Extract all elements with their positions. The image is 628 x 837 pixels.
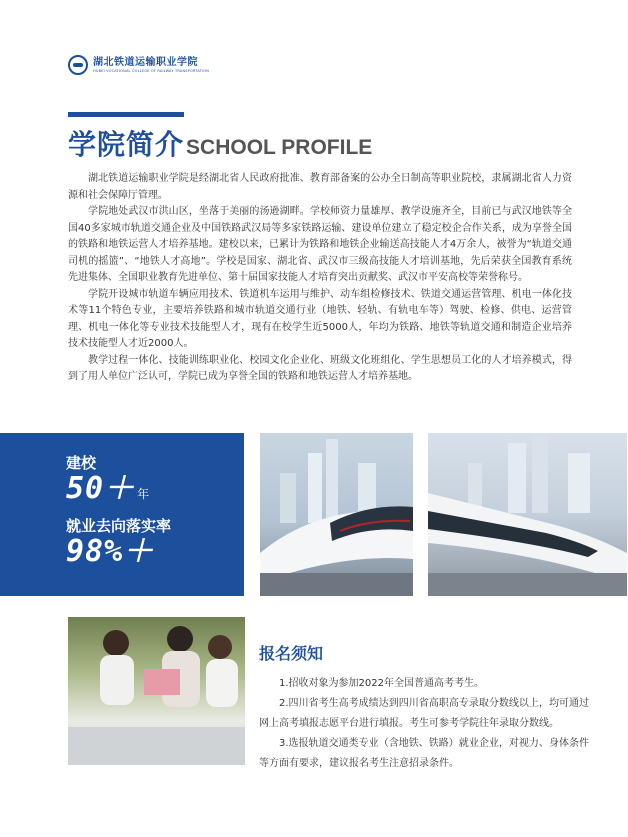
employment-value: 98%＋ [66, 534, 155, 569]
students-illustration [68, 617, 245, 765]
bullet-train-city-photo [428, 433, 627, 596]
school-header [68, 52, 209, 78]
intro-paragraph: 湖北铁道运输职业学院是经湖北省人民政府批准、教育部备案的公办全日制高等职业院校，隶属湖北省人力资源和社会保障厅管理。 [68, 173, 572, 201]
intro-paragraph: 教学过程一体化、技能训练职业化、校园文化企业化、班级文化班组化、学生思想员工化的人才培养模式，得到了用人单位广泛认可，学院已成为享誉全国的铁路和地铁运营人才培养基地。 [68, 354, 572, 382]
school-name: 湖北铁道运输职业学院 [93, 56, 198, 68]
founded-unit: 年 [137, 487, 151, 501]
students-reading-photo [68, 617, 245, 765]
school-logo-text [93, 57, 209, 74]
train-illustration-1 [260, 433, 413, 596]
title-accent-bar [68, 112, 184, 117]
title-en: SCHOOL PROFILE [186, 136, 373, 159]
founded-label: 建校 [66, 454, 97, 472]
page-title [68, 128, 372, 162]
notice-item: 3.选报轨道交通类专业（含地铁、铁路）就业企业，对视力、身体条件等方面有要求，建议报名考生注意招录条件。 [259, 738, 589, 769]
school-intro [68, 171, 572, 386]
high-speed-train-photo [260, 433, 413, 596]
founded-number: 50＋ [66, 471, 136, 506]
intro-paragraph: 学院开设城市轨道车辆应用技术、铁道机车运用与维护、动车组检修技术、铁道交通运营管理、机电一体化技术等11个特色专业，主要培养铁路和城市轨道交通行业（地铁、轻轨、有轨电车等）驾驶、检修、供电、运营管理、机电一体化等专业技术技能型人才，现有在校学生近5000人，年均为铁路、地铁等轨道交通和制造企业培养技术技能型人才近2000人。 [68, 288, 572, 349]
school-emblem-icon [68, 55, 88, 75]
employment-label: 就业去向落实率 [66, 517, 172, 535]
train-illustration-2 [428, 433, 627, 596]
admission-notice [259, 644, 589, 774]
notice-title: 报名须知 [259, 644, 324, 663]
school-name-en: HUBEI VOCATIONAL COLLEGE OF RAILWAY TRANSPORTATION [93, 68, 210, 73]
title-cn: 学院简介 [68, 128, 185, 161]
notice-item: 1.招收对象为参加2022年全国普通高考考生。 [279, 678, 484, 689]
founded-value [66, 472, 244, 511]
stats-panel [0, 433, 244, 596]
notice-item: 2.四川省考生高考成绩达到四川省高职高专录取分数线以上，均可通过网上高考填报志愿平台进行填报。考生可参考学院往年录取分数线。 [259, 698, 589, 729]
intro-paragraph: 学院地处武汉市洪山区，坐落于美丽的汤逊湖畔。学校师资力量雄厚、教学设施齐全，目前已与武汉地铁等全国40多家城市轨道交通企业及中国铁路武汉局等多家铁路运输、建设单位建立了稳定校企合作关系，成为享誉全国的铁路和地铁运营人才培养基地。建校以来，已累计为铁路和地铁企业输送高技能人才4万余人，被誉为“轨道交通司机的摇篮”、“地铁人才高地”。学校是国家、湖北省、武汉市三级高技能人才培训基地，先后荣获全国教育系统先进集体、全国职业教育先进单位、第十届国家技能人才培育突出贡献奖、武汉市平安高校等荣誉称号。 [68, 206, 572, 283]
